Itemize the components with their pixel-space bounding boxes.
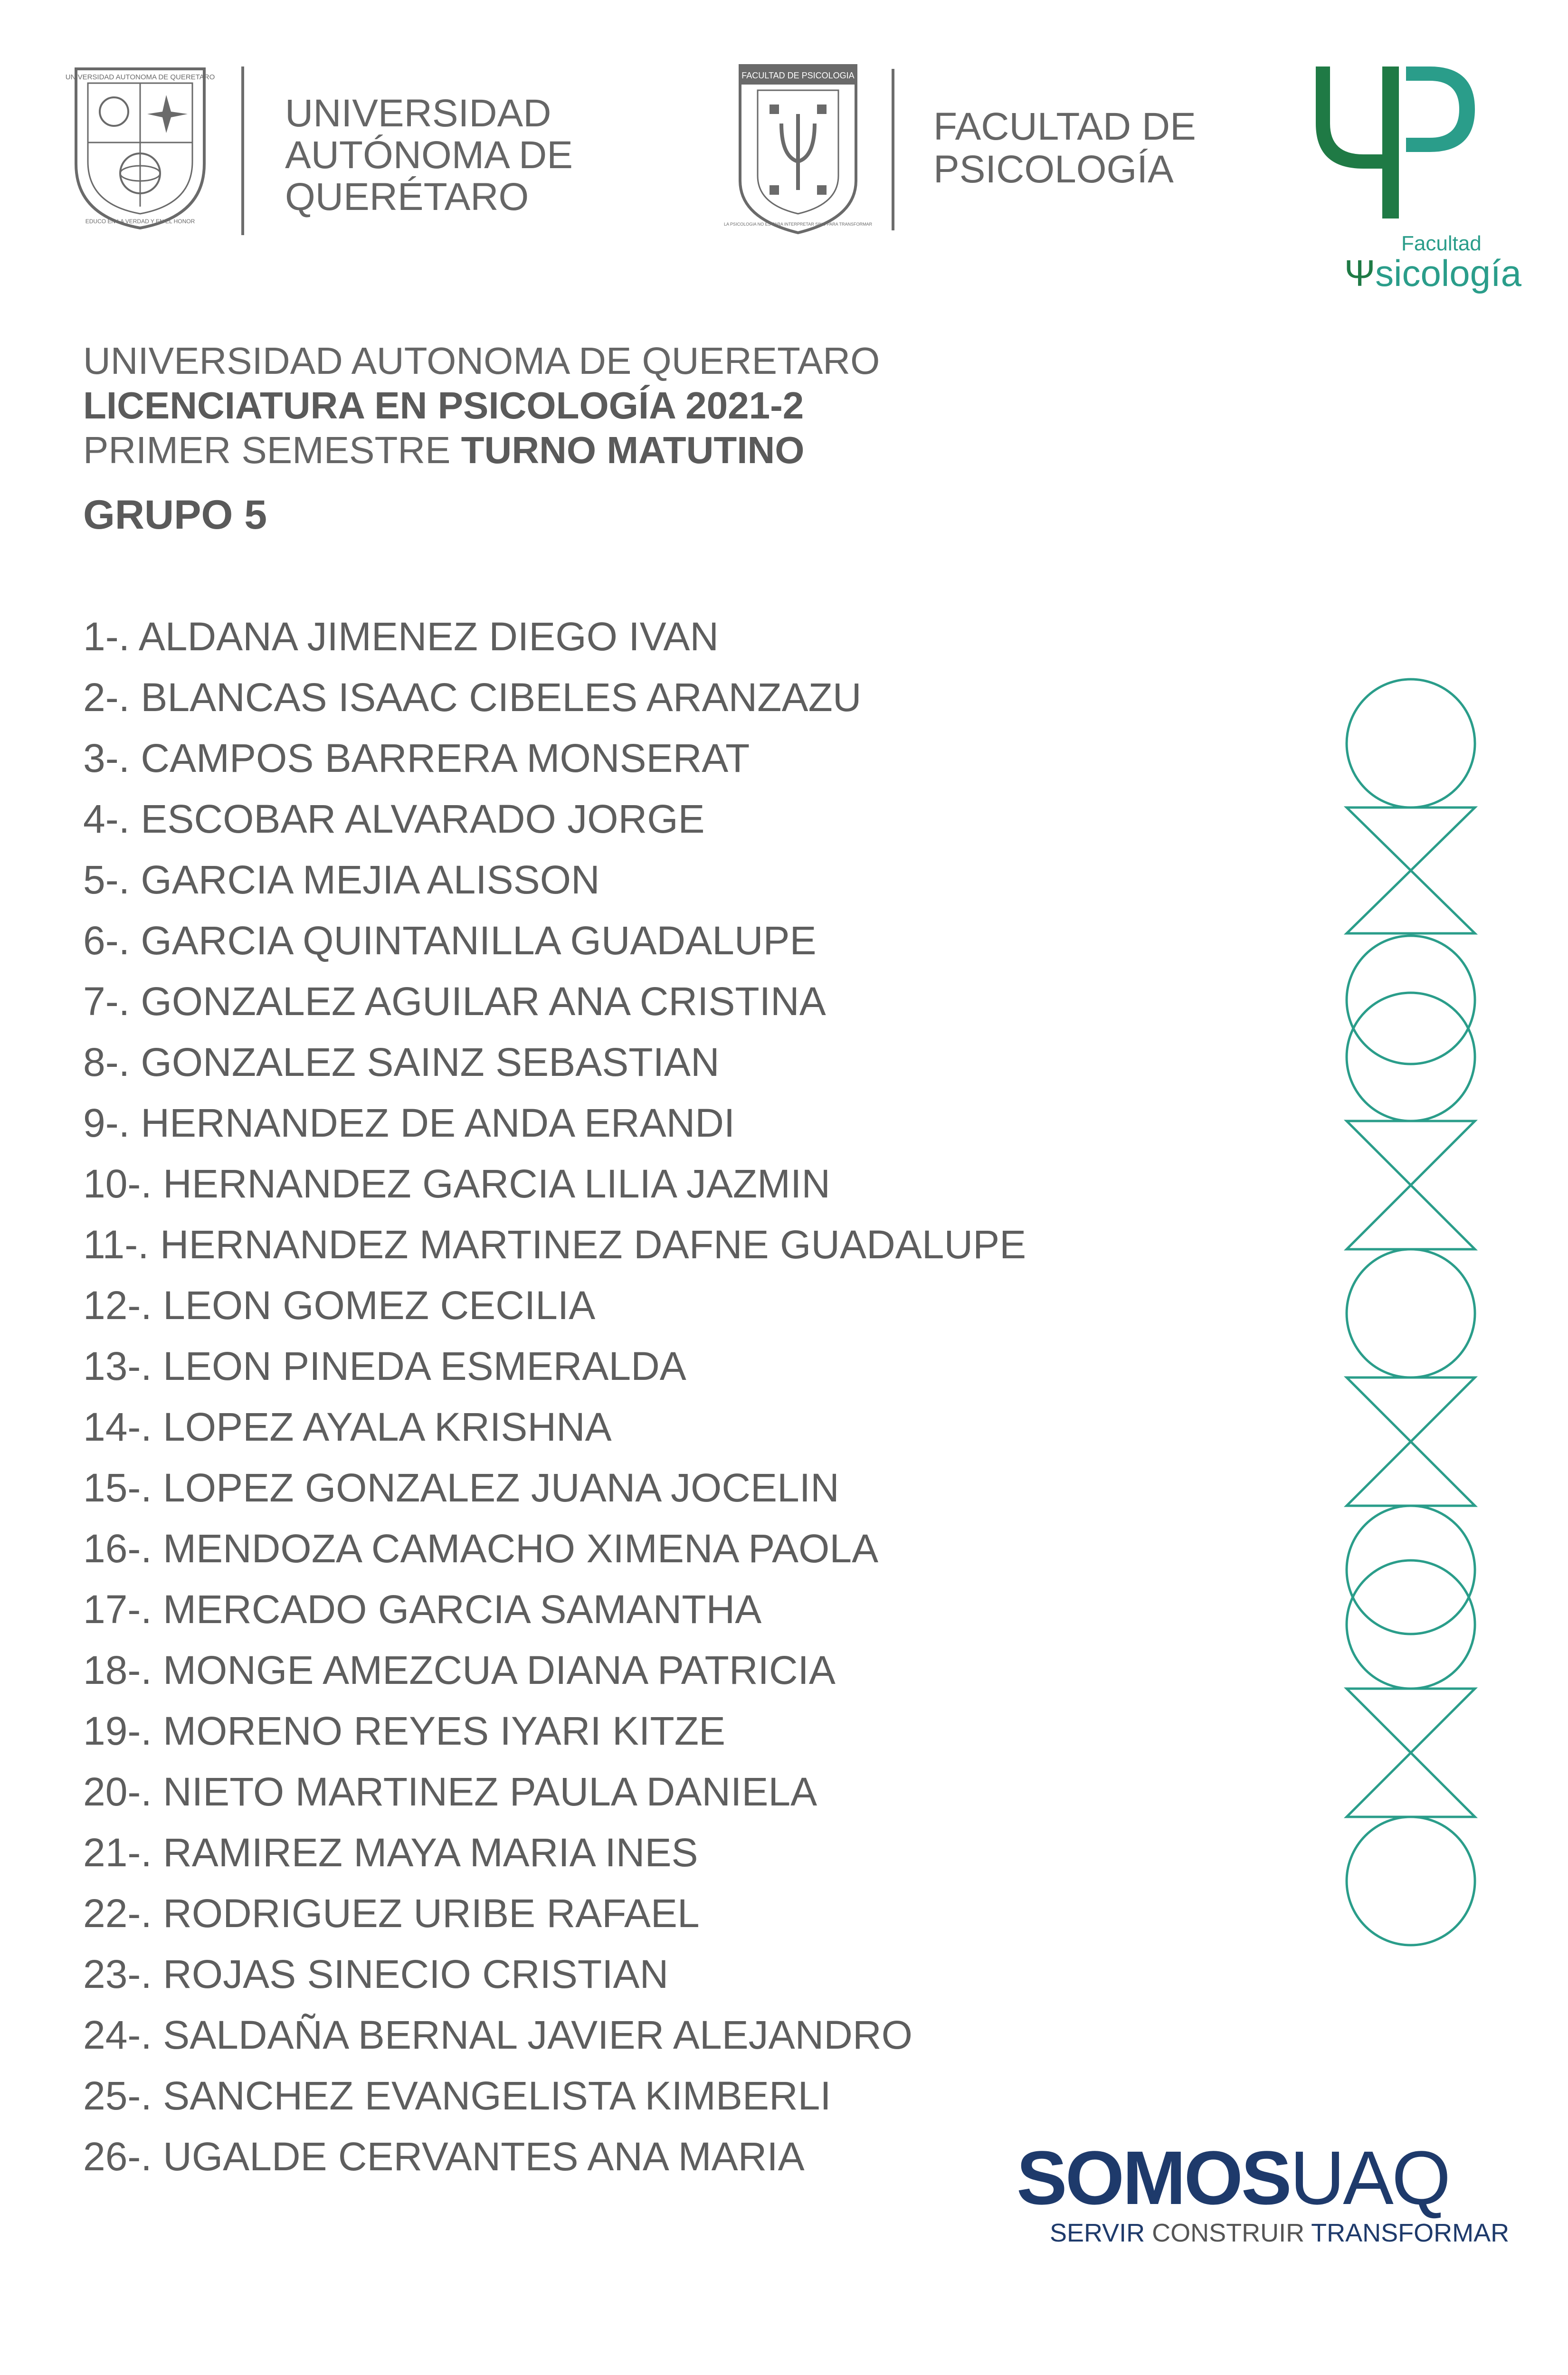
logo-psi-glyph: Ψ: [1344, 252, 1376, 294]
uaq-text: UAQ: [1290, 2135, 1449, 2220]
somos-text: SOMOS: [1017, 2135, 1290, 2220]
logo-psicologia-label: [1344, 252, 1521, 295]
header-divider: [892, 69, 894, 230]
student-item: 16-. MENDOZA CAMACHO XIMENA PAOLA: [83, 1526, 879, 1571]
psi-logo-icon: [1311, 62, 1487, 223]
university-name-line: AUTÓNOMA DE: [285, 133, 573, 177]
intro-semester: [83, 428, 805, 473]
somos-uaq-logo: [1017, 2135, 1449, 2220]
student-item: 17-. MERCADO GARCIA SAMANTHA: [83, 1587, 762, 1632]
tagline-servir: SERVIR: [1050, 2219, 1145, 2247]
student-item: 11-. HERNANDEZ MARTINEZ DAFNE GUADALUPE: [83, 1222, 1026, 1267]
intro-program: [83, 383, 804, 428]
student-item: 8-. GONZALEZ SAINZ SEBASTIAN: [83, 1040, 720, 1084]
university-name: [285, 93, 573, 218]
student-item: 20-. NIETO MARTINEZ PAULA DANIELA: [83, 1769, 817, 1814]
student-item: 19-. MORENO REYES IYARI KITZE: [83, 1709, 726, 1753]
intro-semester-text: PRIMER SEMESTRE: [83, 429, 451, 471]
footer-tagline: [1050, 2218, 1509, 2248]
student-item: 1-. ALDANA JIMENEZ DIEGO IVAN: [83, 614, 719, 659]
faculty-name-line: PSICOLOGÍA: [933, 148, 1174, 191]
student-item: 23-. ROJAS SINECIO CRISTIAN: [83, 1952, 669, 1996]
student-list: [83, 614, 1026, 2194]
student-item: 22-. RODRIGUEZ URIBE RAFAEL: [83, 1891, 700, 1936]
student-item: 15-. LOPEZ GONZALEZ JUANA JOCELIN: [83, 1465, 839, 1510]
decorative-pattern-icon: [1340, 674, 1482, 2014]
student-item: 4-. ESCOBAR ALVARADO JORGE: [83, 797, 705, 841]
logo-psicologia-word: sicología: [1375, 252, 1522, 294]
student-item: 25-. SANCHEZ EVANGELISTA KIMBERLI: [83, 2073, 831, 2118]
header-divider: [241, 66, 244, 235]
student-item: 13-. LEON PINEDA ESMERALDA: [83, 1344, 686, 1388]
student-item: 3-. CAMPOS BARRERA MONSERAT: [83, 736, 750, 780]
student-item: 9-. HERNANDEZ DE ANDA ERANDI: [83, 1101, 735, 1145]
student-item: 14-. LOPEZ AYALA KRISHNA: [83, 1405, 612, 1449]
uaq-seal-icon: [65, 64, 215, 233]
student-item: 24-. SALDAÑA BERNAL JAVIER ALEJANDRO: [83, 2013, 912, 2057]
psychology-seal-icon: [724, 62, 872, 238]
tagline-transformar: TRANSFORMAR: [1311, 2219, 1510, 2247]
student-item: 21-. RAMIREZ MAYA MARIA INES: [83, 1830, 698, 1875]
logo-facultad-label: Facultad: [1401, 232, 1482, 255]
intro-shift-text: TURNO MATUTINO: [461, 429, 805, 471]
faculty-name: [933, 105, 1196, 191]
student-item: 7-. GONZALEZ AGUILAR ANA CRISTINA: [83, 979, 826, 1024]
faculty-name-line: FACULTAD DE: [933, 105, 1196, 148]
uaq-seal-top-text: UNIVERSIDAD AUTONOMA DE QUERETARO: [65, 73, 215, 81]
psychology-seal-motto: LA PSICOLOGIA NO ES PARA INTERPRETAR SINO PARA TRANSFORMAR: [724, 222, 872, 227]
intro-university: UNIVERSIDAD AUTONOMA DE QUERETARO: [83, 340, 880, 382]
student-item: 12-. LEON GOMEZ CECILIA: [83, 1283, 596, 1328]
student-item: 10-. HERNANDEZ GARCIA LILIA JAZMIN: [83, 1161, 831, 1206]
intro-program-text: LICENCIATURA EN PSICOLOGÍA 2021-2: [83, 384, 804, 427]
university-name-line: QUERÉTARO: [285, 175, 529, 218]
student-item: 2-. BLANCAS ISAAC CIBELES ARANZAZU: [83, 675, 862, 720]
psychology-seal-top-text: FACULTAD DE PSICOLOGIA: [741, 71, 855, 80]
university-name-line: UNIVERSIDAD: [285, 92, 551, 135]
student-item: 5-. GARCIA MEJIA ALISSON: [83, 857, 600, 902]
student-item: 6-. GARCIA QUINTANILLA GUADALUPE: [83, 918, 817, 963]
tagline-construir: CONSTRUIR: [1152, 2219, 1305, 2247]
uaq-seal-motto: EDUCO EN LA VERDAD Y EN EL HONOR: [85, 218, 195, 225]
group-title: GRUPO 5: [83, 492, 267, 538]
student-item: 18-. MONGE AMEZCUA DIANA PATRICIA: [83, 1648, 836, 1692]
student-item: 26-. UGALDE CERVANTES ANA MARIA: [83, 2134, 805, 2179]
